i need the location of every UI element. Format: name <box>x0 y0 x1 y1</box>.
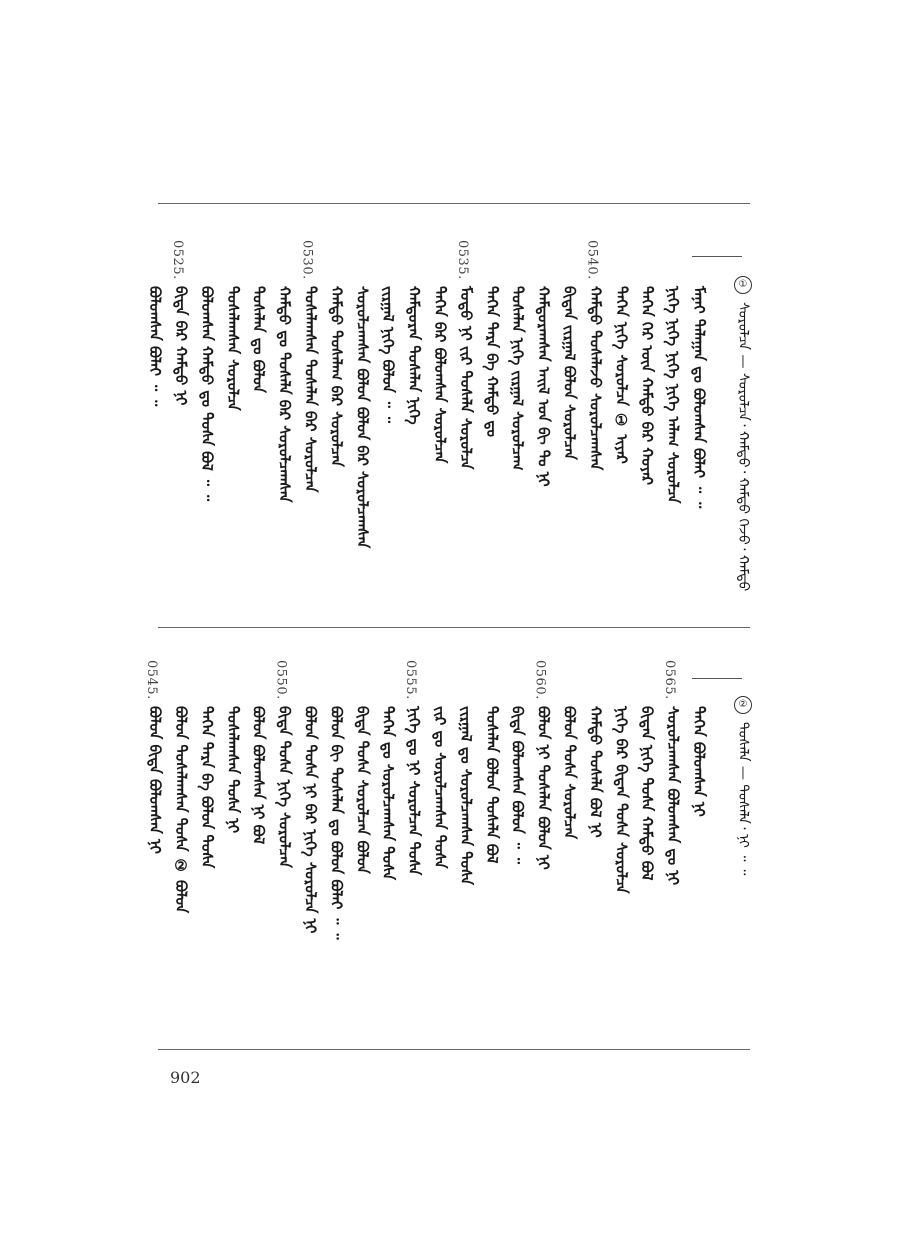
verse-text: ᠬᠠᠮᠲᠤ ᠲᠤᠰᠠᠯᠠᠭ ᠪᠡᠷ ᠰᠤᠷᠤᠯᠴᠠᠨ <box>327 286 346 467</box>
verse-line <box>662 240 684 612</box>
footnote <box>732 660 754 1030</box>
verse-line <box>455 240 477 612</box>
verse-line <box>196 660 218 1030</box>
verse-line <box>170 240 192 612</box>
footnote <box>732 240 754 612</box>
verse-line <box>429 660 451 1030</box>
verse-line <box>403 660 425 1030</box>
verse-text: ᠬᠠᠮᠲᠤ ᠳᠤ ᠲᠤᠰᠠᠯᠠ ᠪᠡᠷ ᠰᠤᠷᠤᠯᠴᠠᠭᠰᠠᠨ <box>275 286 294 503</box>
verse-text: ᠲᠡᠭᠡᠨ ᠭᠡᠷ ᠦᠨ ᠬᠠᠮᠲᠤ ᠪᠡᠷ ᠬᠣᠶᠠᠷ <box>638 286 657 485</box>
verse-line <box>351 660 373 1030</box>
verse-text: ᠮᠠᠨᠠᠢ ᠲᠠᠯᠠᠭᠠᠨ ᠳᠤ ᠪᠣᠯᠤᠭᠰᠠᠨ ᠪᠣᠯᠠᠢ ᠃ ᠃ <box>690 286 708 509</box>
lower-text-block <box>144 660 760 1030</box>
footnote-text: ᠰᠤᠷᠤᠯᠴᠠ — ᠰᠤᠷᠤᠯᠴᠠ᠂ ᠬᠠᠮᠲᠤ᠂ ᠬᠠᠮᠲᠤ ᠭᠡᠵᠦ᠂ ᠬᠠᠮᠲᠤ <box>735 302 751 592</box>
line-number: 0530. <box>299 240 315 280</box>
line-number: 0525. <box>170 240 185 280</box>
verse-text: ᠲᠤᠰᠠᠯᠠᠨ ᠪᠣᠯᠤᠨ ᠲᠤᠰᠠᠯᠠ ᠪᠣᠯ <box>482 706 501 864</box>
verse-line <box>144 240 166 612</box>
verse-text: ᠬᠠᠮᠲᠤ ᠲᠤᠰᠠᠯᠠ ᠪᠣᠯ ᠨᠢ <box>586 706 605 838</box>
verse-text: ᠲᠤᠰᠠᠯᠠᠭᠰᠠᠨ ᠲᠤᠰᠠ ᠨᠢ <box>223 706 242 834</box>
verse-text: ᠪᠣᠯᠤᠭᠰᠠᠨ ᠪᠣᠯᠠᠢ ᠃ ᠃ <box>146 286 165 407</box>
verse-line <box>559 660 581 1030</box>
verse-text: ᠪᠢᠳᠡᠨ ᠵᠢᠷᠭᠠᠯ ᠪᠣᠯᠤᠨ ᠰᠤᠷᠤᠯᠴᠠᠨ <box>560 286 579 460</box>
verse-line <box>533 660 555 1030</box>
verse-line <box>248 660 270 1030</box>
footnote-text: ᠲᠤᠰᠠᠯᠠ — ᠲᠤᠰᠠᠯᠠ᠂ ᠨᠢ ᠃ ᠃ <box>735 722 751 876</box>
verse-line <box>300 240 322 612</box>
verse-line <box>196 240 218 612</box>
verse-line <box>481 240 503 612</box>
verse-line <box>481 660 503 1030</box>
verse-text: ᠬᠠᠮᠲᠤᠷᠠᠭᠰᠠᠨ ᠠᠢᠯ ᠤᠨ ᠪᠢ ᠲᠤ ᠨᠢ <box>534 286 553 487</box>
verse-line <box>584 660 606 1030</box>
verse-text: ᠪᠢᠳᠡ ᠲᠤᠰᠠ ᠨᠢᠭᠡ ᠰᠤᠷᠤᠯᠴᠠᠨ <box>275 706 294 868</box>
verse-line <box>584 240 606 612</box>
verse-text: ᠲᠡᠭᠡᠨ ᠳᠤ ᠰᠤᠷᠤᠯᠴᠠᠭᠰᠠᠨ ᠲᠤᠰᠠ <box>379 706 398 881</box>
verse-text: ᠬᠠᠮᠲᠤᠷᠠᠨ ᠲᠤᠰᠠᠯᠠᠨ ᠨᠢᠭᠡ <box>405 286 424 425</box>
verse-line <box>222 660 244 1030</box>
verse-text: ᠪᠢᠳᠡᠨ ᠨᠢᠭᠡ ᠲᠤᠰᠠ ᠬᠠᠮᠲᠤ ᠪᠣᠯ <box>638 706 657 881</box>
verse-text: ᠰᠤᠷᠤᠯᠴᠠᠭᠰᠠᠨ ᠪᠣᠯᠤᠭᠰᠠᠨ ᠳᠤ ᠨᠢ <box>664 706 683 886</box>
line-number: 0540. <box>584 240 600 280</box>
verse-text: ᠨᠢᠭᠡ ᠳᠤ ᠨᠢ ᠰᠤᠷᠤᠯᠴᠠᠨ ᠲᠤᠰᠠ <box>405 706 424 876</box>
verse-text: ᠪᠣᠯᠤᠨ ᠲᠤᠰᠠ ᠰᠤᠷᠤᠯᠴᠠᠨ <box>560 706 579 840</box>
verse-line <box>455 660 477 1030</box>
verse-line <box>533 240 555 612</box>
bottom-rule <box>158 1049 750 1050</box>
verse-line <box>300 660 322 1030</box>
verse-line <box>144 660 166 1030</box>
verse-text: ᠪᠣᠯᠤᠨ ᠨᠢ ᠲᠤᠰᠠᠯᠠᠨ ᠪᠣᠯᠤᠨ ᠨᠢ <box>534 706 553 870</box>
verse-line <box>248 240 270 612</box>
line-number: 0535. <box>454 240 470 280</box>
verse-text: ᠪᠢᠳᠡ ᠪᠡᠷ ᠬᠠᠮᠲᠤ ᠨᠢ <box>172 286 190 406</box>
verse-line <box>325 240 347 612</box>
verse-text: ᠪᠣᠯᠤᠨ ᠲᠤᠰᠠᠯᠠᠭᠰᠠᠨ ᠲᠤᠰᠠ ② ᠪᠣᠯᠤᠨ <box>172 706 190 914</box>
verse-line <box>170 660 192 1030</box>
verse-line <box>507 240 529 612</box>
verse-text: ᠲᠡᠭᠡᠨ ᠲᠡᠷᠡ ᠪᠡ ᠬᠠᠮᠲᠤ ᠳᠤ <box>482 286 501 438</box>
verse-text: ᠰᠤᠷᠤᠯᠴᠠᠭᠰᠠᠨ ᠪᠣᠯᠤᠨ ᠪᠣᠯᠤᠨ ᠪᠡᠷ ᠰᠤᠷᠤᠯᠴᠠᠭᠰᠠᠨ <box>353 286 372 549</box>
verse-line <box>662 660 684 1030</box>
verse-line <box>274 660 296 1030</box>
verse-line <box>274 240 296 612</box>
verse-text: ᠲᠡᠭᠡᠨ ᠪᠣᠯᠤᠭᠰᠠᠨ ᠨᠢ <box>690 706 708 817</box>
verse-text: ᠨᠢᠭᠡ ᠪᠡᠷ ᠪᠢᠳᠡᠨ ᠲᠤᠰᠠ ᠰᠤᠷᠤᠯᠴᠠ <box>612 706 631 894</box>
verse-text: ᠪᠣᠯᠤᠨ ᠪᠣᠯᠤᠭᠰᠠᠨ ᠨᠢ ᠪᠣᠯ <box>249 706 268 845</box>
verse-text: ᠵᠢᠷ ᠳᠤ ᠰᠤᠷᠤᠯᠴᠠᠭᠰᠠᠨ ᠲᠤᠰᠠ <box>431 706 449 869</box>
verse-line <box>636 660 658 1030</box>
verse-text: ᠲᠤᠰᠠᠯᠠᠭᠰᠠᠨ ᠲᠤᠰᠠᠯᠠᠨ ᠪᠡᠷ ᠰᠤᠷᠤᠯᠴᠠᠨ <box>301 286 320 493</box>
verse-text: ᠪᠣᠯᠤᠨ ᠪᠢ ᠲᠤᠰᠠᠯᠠᠨ ᠳᠤ ᠪᠣᠯᠤᠨ ᠪᠣᠯᠠᠢ ᠃ ᠃ <box>327 706 346 940</box>
upper-text-block <box>146 240 760 612</box>
verse-line <box>222 240 244 612</box>
verse-text: ᠪᠢᠳᠡ ᠲᠤᠰᠠ ᠰᠤᠷᠤᠯᠴᠠᠨ ᠪᠣᠯᠤᠨ <box>353 706 372 874</box>
verse-text: ᠲᠤᠰᠠᠯᠠᠨ ᠳᠤ ᠪᠣᠯᠤᠨ <box>249 286 268 393</box>
verse-line <box>429 240 451 612</box>
verse-line <box>377 240 399 612</box>
verse-text: ᠲᠡᠭᠡᠨ ᠨᠢᠭᠡ ᠰᠤᠷᠤᠯᠴᠠ ① ᠢᠶᠠᠷ <box>612 286 631 464</box>
line-number: 0560. <box>532 660 548 700</box>
verse-line <box>610 660 632 1030</box>
line-number: 0565. <box>662 660 678 700</box>
verse-text: ᠪᠢᠳᠡ ᠪᠣᠯᠤᠭᠰᠠᠨ ᠪᠣᠯᠤᠨ ᠃ ᠃ <box>508 706 527 864</box>
verse-line <box>507 660 529 1030</box>
line-number: 0550. <box>273 660 289 700</box>
verse-line <box>636 240 658 612</box>
verse-line <box>403 240 425 612</box>
verse-text: ᠲᠡᠭᠡᠨ ᠪᠡᠷ ᠪᠣᠯᠤᠭᠰᠠᠨ ᠰᠤᠷᠤᠯᠴᠠᠨ <box>431 286 449 464</box>
verse-text: ᠪᠣᠯᠤᠭᠰᠠᠨ ᠬᠠᠮᠲᠤ ᠳᠤ ᠲᠤᠰᠠ ᠪᠣᠯ ᠃ ᠃ <box>197 286 216 502</box>
footnote-marker: ① <box>734 276 752 294</box>
verse-line <box>688 240 710 612</box>
verse-text: ᠪᠣᠯᠤᠨ ᠪᠢᠳᠡ ᠪᠣᠯᠤᠭᠰᠠᠨ ᠨᠢ <box>146 706 165 854</box>
verse-text: ᠪᠣᠯᠤᠨ ᠲᠤᠰᠠ ᠨᠢ ᠪᠡᠷ ᠨᠢᠭᠡ ᠰᠤᠷᠤᠯᠴᠠ ᠨᠢ <box>301 706 320 934</box>
verse-text: ᠬᠠᠮᠲᠤ ᠲᠤᠰᠠᠯᠠᠵᠤ ᠰᠤᠷᠤᠯᠴᠠᠭᠰᠠᠨ <box>586 286 605 471</box>
verse-line <box>610 240 632 612</box>
verse-line <box>688 660 710 1030</box>
verse-text: ᠵᠢᠷᠭᠠᠯ ᠳᠤ ᠰᠤᠷᠤᠯᠴᠠᠭᠰᠠᠨ ᠲᠤᠰᠠ <box>456 706 475 885</box>
verse-text: ᠲᠡᠭᠡᠨ ᠲᠡᠷᠡ ᠪᠡ ᠪᠣᠯᠤᠨ ᠲᠤᠰᠠ <box>197 706 216 869</box>
verse-text: ᠵᠢᠷᠭᠠᠯ ᠨᠢᠭᠡ ᠪᠣᠯᠤᠨ ᠃ ᠃ <box>379 286 398 423</box>
top-rule <box>158 203 750 204</box>
verse-line <box>325 660 347 1030</box>
verse-text: ᠲᠤᠰᠠᠯᠠᠭᠰᠠᠨ ᠰᠤᠷᠤᠯᠴᠠ <box>223 286 242 411</box>
verse-text: ᠲᠤᠰᠠᠯᠠᠨ ᠨᠢᠭᠡ ᠵᠢᠷᠭᠠᠯ ᠰᠤᠷᠤᠯᠴᠠᠭ <box>508 286 527 471</box>
middle-rule <box>158 627 750 628</box>
page-number: 902 <box>170 1068 201 1087</box>
footnote-marker: ② <box>734 696 752 714</box>
verse-line <box>351 240 373 612</box>
line-number: 0555. <box>403 660 419 700</box>
verse-line <box>377 660 399 1030</box>
verse-text: ᠮᠣᠳᠤ ᠨᠢ ᠵᠢᠷ ᠲᠤᠰᠠᠯᠠ ᠰᠤᠷᠤᠯᠴᠠ <box>456 286 475 470</box>
line-number: 0545. <box>144 660 160 700</box>
verse-text: ᠨᠢᠭᠡ ᠨᠢᠭᠡ ᠨᠢᠭᠡ ᠨᠢᠭᠡ ᠠᠯᠠᠭ ᠰᠤᠷᠤᠯᠴᠠ <box>664 286 683 504</box>
verse-line <box>559 240 581 612</box>
